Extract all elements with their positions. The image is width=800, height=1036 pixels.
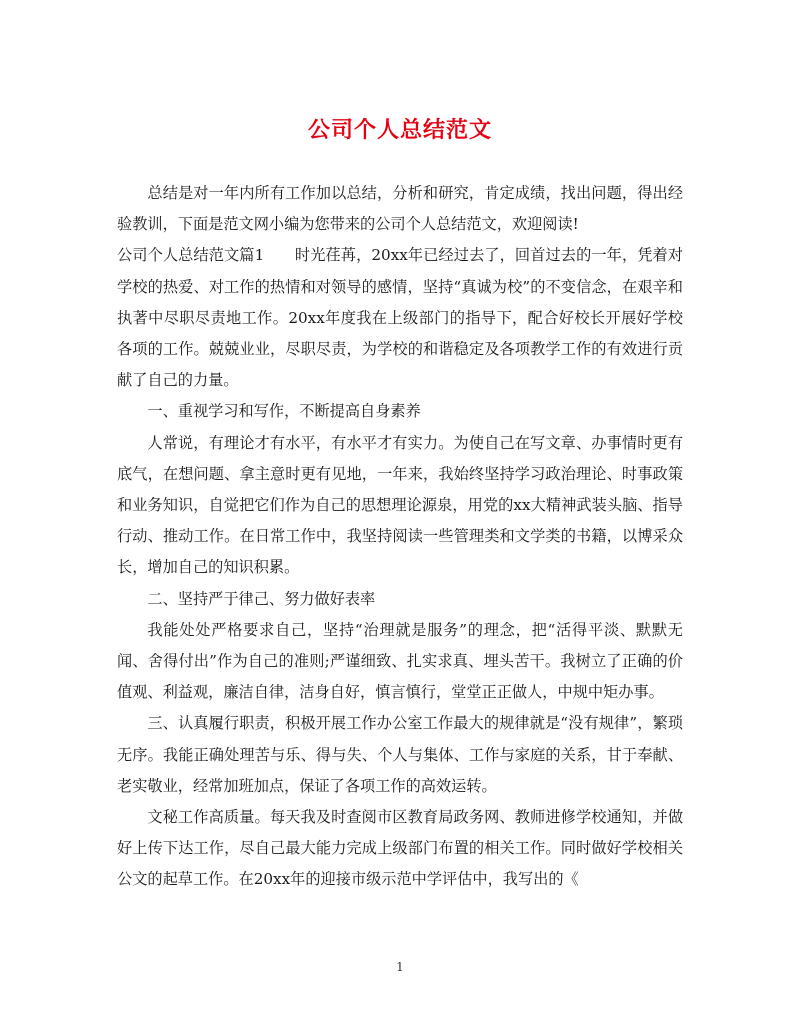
intro-paragraph: 总结是对一年内所有工作加以总结，分析和研究，肯定成绩，找出问题，得出经验教训，下面是范文网小编为您带来的公司个人总结范文，欢迎阅读!	[117, 184, 683, 234]
page-title: 公司个人总结范文	[307, 117, 492, 143]
paragraph-2: 人常说，有理论才有水平，有水平才有实力。为使自己在写文章、办事情时更有底气，在想问题、拿主意时更有见地，一年来，我始终坚持学习政治理论、时事政策和业务知识，自觉把它们作为自己的思想理论源泉，用党的xx大精神武装头脑、指导行动、推动工作。在日常工作中，我坚持阅读一些管理类和文学类的书籍，以博采众长，增加自己的知识积累。	[117, 433, 683, 577]
paragraph-5: 文秘工作高质量。每天我及时查阅市区教育局政务网、教师进修学校通知，并做好上传下达工作，尽自己最大能力完成上级部门布置的相关工作。同时做好学校相关公文的起草工作。在20xx年的迎接市级示范中学评估中，我写出的《	[117, 808, 683, 889]
paragraph-3: 我能处处严格要求自己，坚持“治理就是服务”的理念，把“活得平淡、默默无闻、舍得付出”作为自己的准则;严谨细致、扎实求真、埋头苦干。我树立了正确的价值观、利益观，廉洁自律，洁身自好，慎言慎行，堂堂正正做人，中规中矩办事。	[117, 620, 683, 702]
paragraph-4: 三、认真履行职责，积极开展工作办公室工作最大的规律就是“没有规律”，繁琐无序。我能正确处理苦与乐、得与失、个人与集体、工作与家庭的关系，甘于奉献、老实敬业，经常加班加点，保证了各项工作的高效运转。	[117, 714, 683, 795]
section-heading-1: 一、重视学习和写作，不断提高自身素养	[147, 402, 421, 421]
paragraph-1: 公司个人总结范文篇1 时光荏苒，20xx年已经过去了，回首过去的一年，凭着对学校的热爱、对工作的热情和对领导的感情，坚持“真诚为校”的不变信念，在艰辛和执著中尽职尽责地工作。20xx年度我在上级部门的指导下，配合好校长开展好学校各项的工作。兢兢业业，尽职尽责，为学校的和谐稳定及各项教学工作的有效进行贡献了自己的力量。	[117, 246, 683, 390]
section-heading-2: 二、坚持严于律己、努力做好表率	[147, 589, 376, 608]
document-body	[117, 178, 683, 896]
page-number: 1	[396, 960, 404, 974]
